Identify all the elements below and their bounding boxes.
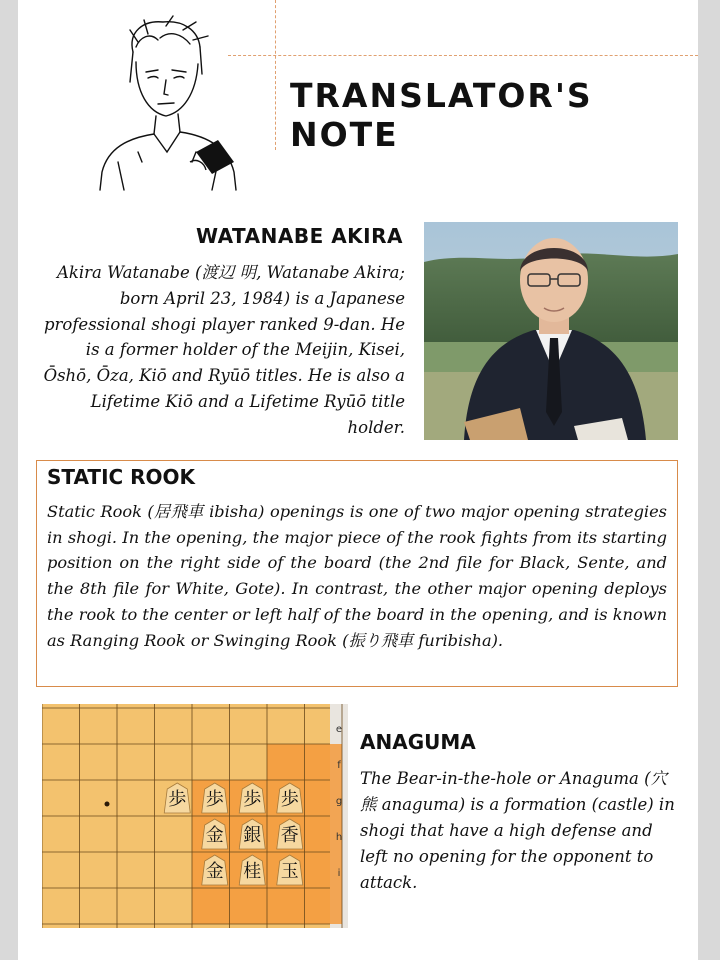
board-row-label: f bbox=[337, 760, 341, 771]
board-row-label: g bbox=[335, 796, 343, 807]
watanabe-description: Akira Watanabe (渡辺 明, Watanabe Akira; born April 23, 1984) is a Japanese professional shogi player ranked 9-dan. He is a former holder of the Meijin, Kisei, Ōshō, Ōza, Kiō and Ryūō titles. He is also a Lifetime Kiō and a Lifetime Ryūō title holder. bbox=[43, 263, 405, 437]
watanabe-heading: WATANABE AKIRA bbox=[195, 224, 403, 248]
page-title: TRANSLATOR'S NOTE bbox=[290, 76, 593, 154]
board-row-label: e bbox=[335, 724, 343, 735]
board-highlight-cell bbox=[305, 888, 343, 924]
shogi-piece-label: 歩 bbox=[243, 789, 262, 810]
board-highlight-cell bbox=[192, 888, 230, 924]
board-row-label: i bbox=[337, 868, 341, 879]
shogi-piece-label: 金 bbox=[205, 825, 224, 846]
static-rook-description: Static Rook (居飛車 ibisha) openings is one of two major opening strategies in shogi. In the opening, the major piece of the rook fights from its starting position on the right side of the board (the 2nd file for Black, Sente, and the 8th file for White, Gote). In contrast, the other major opening deploys the rook to the center or left half of the board in the opening, and is known as Ranging Rook or Swinging Rook (振り飛車 furibisha). bbox=[47, 502, 667, 650]
watanabe-photo bbox=[424, 222, 678, 440]
shogi-piece-label: 金 bbox=[205, 861, 224, 882]
shogi-piece-label: 歩 bbox=[205, 789, 224, 810]
shogi-piece-label: 桂 bbox=[243, 861, 262, 882]
shogi-board-diagram bbox=[42, 704, 348, 928]
shogi-piece-label: 香 bbox=[280, 825, 299, 846]
anaguma-description: The Bear-in-the-hole or Anaguma (穴熊 anaguma) is a formation (castle) in shogi that have a high defense and left no opening for the opponent to attack. bbox=[360, 769, 675, 892]
board-row-label: h bbox=[335, 832, 343, 843]
translator-sketch-illustration bbox=[78, 12, 248, 192]
shogi-piece-label: 歩 bbox=[280, 789, 299, 810]
shogi-piece-label: 歩 bbox=[168, 789, 187, 810]
board-highlight-cell bbox=[305, 852, 343, 888]
board-star-point bbox=[105, 802, 110, 807]
shogi-piece-label: 玉 bbox=[280, 861, 299, 882]
dashed-divider-horizontal bbox=[228, 55, 698, 56]
board-highlight-cell bbox=[267, 888, 305, 924]
shogi-piece-label: 銀 bbox=[243, 825, 262, 846]
static-rook-panel bbox=[36, 460, 678, 687]
board-highlight-cell bbox=[230, 888, 268, 924]
anaguma-heading: ANAGUMA bbox=[360, 730, 476, 754]
static-rook-heading: STATIC ROOK bbox=[47, 465, 196, 489]
board-highlight-cell bbox=[267, 744, 305, 780]
dashed-divider-vertical bbox=[275, 0, 276, 150]
page bbox=[18, 0, 698, 960]
